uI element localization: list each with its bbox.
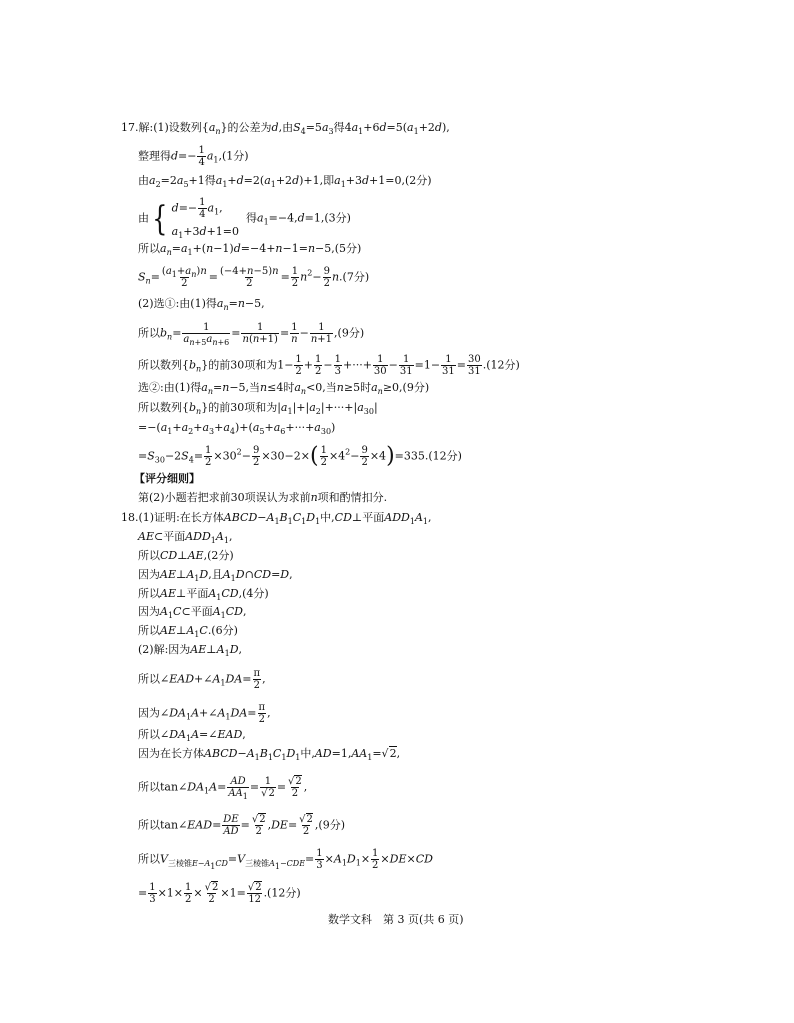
q17-line11: 所以数列$\{b_n\}$的前30项和为$|a_1|+|a_2|+\cdot\cdot\cdot+|a_{30}|$ (138, 401, 378, 416)
q18-line3: 所以CD⊥AE,(2分) (138, 549, 234, 562)
q18-line11: 所以$\angle DA_1A=\angle EAD$, (138, 728, 246, 743)
q18-line16: = $\frac{1}{3}$ ×1× $\frac{1}{2}$ × $\frac{√2}{2}$ ×1= $\frac{√2}{12}$ .(12分) (138, 882, 301, 905)
q18-line1: 18.(1)证明:在长方体$ABCD-A_1B_1C_1D_1$中,CD⊥平面$ADD_1A_1$, (121, 511, 432, 526)
grading-title: 【评分细则】 (134, 472, 200, 485)
q17-line6: $S_n=$ $\frac{(a_1+a_n)n}{2}$ = $\frac{(-4+n-5)n}{2}$ = $\frac{1}{2}$ $n^2-$ $\frac{9}{2}$ n.(7分) (138, 266, 370, 289)
q18-line6: 因为$A_1C\subset$平面$A_1CD$, (138, 605, 247, 620)
q18-line14: 所以tan∠EAD= $\frac{DE}{AD}$ = $\frac{√2}{2}$ ,DE= $\frac{√2}{2}$ ,(9分) (138, 814, 345, 837)
q17-line13: $=S_{30}-2S_4=$ $\frac{1}{2}$ $\times 30^2-$ $\frac{9}{2}$ ×30−2×( $\frac{1}{2}$ $\times 4^2-$ $\frac{9}{2}$ ×4)=335.(12分) (138, 443, 462, 469)
question-number: 17. (121, 121, 139, 134)
q18-line12: 因为在长方体$ABCD-A_1B_1C_1D_1$中$,AD=1,AA_1=√2$, (138, 747, 401, 762)
q17-system: 由 { d=− $\frac{1}{4}$ $a_1$, $a_1+3d+1=0$ 得$a_1=-4,d=1,(3$分) (138, 197, 351, 240)
q17-line7: (2)选①:由(1)得$a_n=n-5$, (138, 297, 265, 312)
q17-line12: $=-(a_1+a_2+a_3+a_4)+(a_5+a_6+\cdot\cdot\cdot+a_{30})$ (138, 421, 336, 436)
q18-line8: (2)解:因为$AE\perp A_1D$, (138, 643, 243, 658)
q18-line2: AE⊂平面$ADD_1A_1$, (138, 530, 233, 545)
q17-line5: 所以$a_n=a_1+(n-1)d=-4+n-1=n-5,(5$分) (138, 242, 362, 257)
q18-line15: 所以$V_{三棱锥E-A_1CD}=V_{三棱锥A_1-CDE}=$ $\frac{1}{3}$ $\times A_1D_1\times$ $\frac{1}{2}$ ×DE×CD (138, 848, 433, 871)
page-footer: 数学文科 第 3 页(共 6 页) (328, 913, 464, 926)
grading-text: 第(2)小题若把求前30项误认为求前n项和酌情扣分. (138, 491, 388, 504)
q18-line7: 所以$AE\perp A_1C.(6$分) (138, 624, 238, 639)
q18-line5: 所以AE⊥平面$A_1CD,(4$分) (138, 587, 269, 602)
q17-line9: 所以数列$\{b_n\}$的前30项和为1− $\frac{1}{2}$ + $\frac{1}{2}$ − $\frac{1}{3}$ +···+ $\frac{1}{30}$ − $\frac{1}{31}$ =1− $\frac{1}{31}$ = $\frac{30}{31}$ .(12分) (138, 354, 520, 377)
q17-line8: 所以$b_n=$ $\frac{1}{a_{n+5}a_{n+6}}$ = $\frac{1}{n(n+1)}$ = $\frac{1}{n}$ − $\frac{1}{n+1}$ ,(9分) (138, 322, 365, 347)
q17-line2: 整理得d=− $\frac{1}{4}$ $a_1,(1$分) (138, 145, 249, 168)
q18-line13: 所以$\tan\angle DA_1A=$ $\frac{AD}{AA_1}$ = $\frac{1}{√2}$ = $\frac{√2}{2}$ , (138, 776, 308, 801)
q17-line1: 17.解:(1)设数列$\{a_n\}$的公差为d,由$S_4=5a_3$得$4a_1+6d=5(a_1+2d)$, (121, 121, 450, 136)
q18-line4: 因为$AE\perp A_1D$,且$A_1D\cap CD=D$, (138, 568, 293, 583)
q18-line10: 因为$\angle DA_1A+\angle A_1DA=$ $\frac{\pi}{2}$ , (138, 702, 271, 725)
q17-line3: 由$a_2=2a_5+1$得$a_1+d=2(a_1+2d)+1$,即$a_1+3d+1=0,(2$分) (138, 174, 432, 189)
question-number: 18. (121, 511, 139, 524)
q17-line10: 选②:由(1)得$a_n=n-5$,当n≤4时$a_n<0$,当n≥5时$a_n\ge 0,(9$分) (138, 381, 430, 396)
q18-line9: 所以$\angle EAD+\angle A_1DA=$ $\frac{\pi}{2}$ , (138, 668, 266, 691)
